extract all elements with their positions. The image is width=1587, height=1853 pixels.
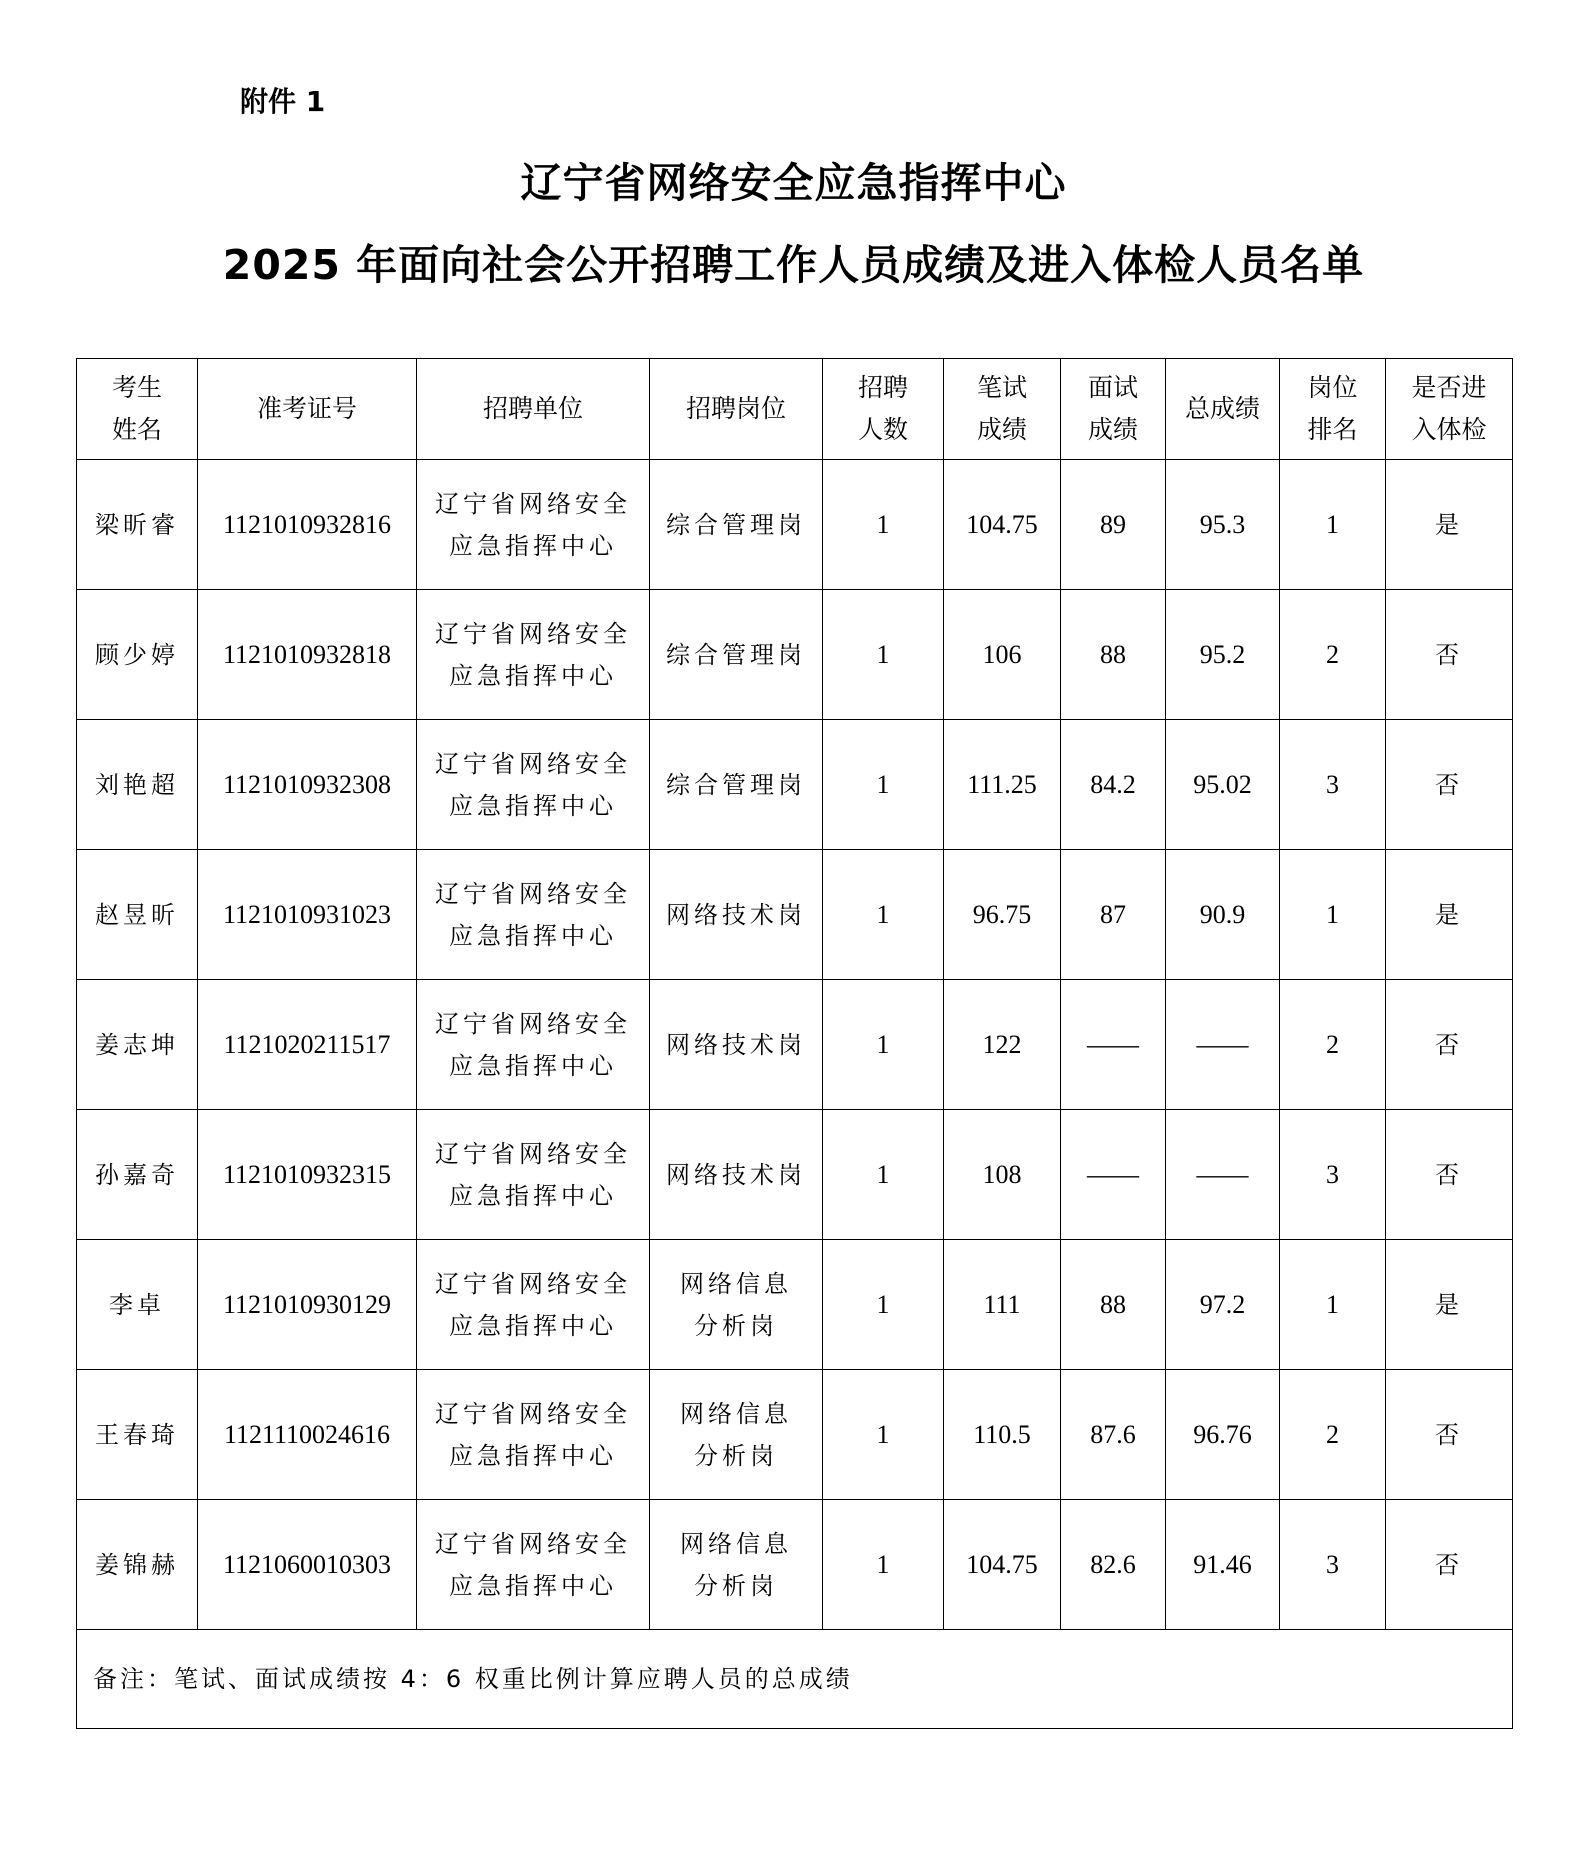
cell-count: 1 — [823, 850, 944, 980]
table-row — [77, 1500, 1513, 1630]
cell-physical: 是 — [1386, 1240, 1513, 1370]
cell-interview: 88 — [1061, 1240, 1166, 1370]
cell-unit: 辽宁省网络安全 应急指挥中心 — [417, 850, 650, 980]
cell-written: 108 — [944, 1110, 1061, 1240]
cell-post: 网络信息 分析岗 — [650, 1370, 823, 1500]
cell-exam-id: 1121010930129 — [198, 1240, 417, 1370]
cell-total: 95.02 — [1166, 720, 1280, 850]
cell-interview: —— — [1061, 1110, 1166, 1240]
document-subtitle: 2025 年面向社会公开招聘工作人员成绩及进入体检人员名单 — [222, 241, 1365, 289]
cell-name: 姜志坤 — [77, 980, 198, 1110]
cell-unit: 辽宁省网络安全 应急指挥中心 — [417, 1110, 650, 1240]
table-row — [77, 1240, 1513, 1370]
results-table — [76, 358, 1513, 1729]
cell-name: 孙嘉奇 — [77, 1110, 198, 1240]
cell-rank: 2 — [1280, 1370, 1386, 1500]
cell-unit: 辽宁省网络安全 应急指挥中心 — [417, 1240, 650, 1370]
cell-interview: —— — [1061, 980, 1166, 1110]
cell-post: 网络技术岗 — [650, 850, 823, 980]
cell-count: 1 — [823, 1500, 944, 1630]
cell-total: 95.2 — [1166, 590, 1280, 720]
cell-physical: 否 — [1386, 980, 1513, 1110]
cell-written: 111 — [944, 1240, 1061, 1370]
table-row — [77, 590, 1513, 720]
note-row — [77, 1630, 1513, 1729]
cell-exam-id: 1121110024616 — [198, 1370, 417, 1500]
header-written: 笔试 成绩 — [944, 359, 1061, 460]
cell-rank: 1 — [1280, 460, 1386, 590]
cell-interview: 87 — [1061, 850, 1166, 980]
cell-physical: 否 — [1386, 1500, 1513, 1630]
header-count: 招聘 人数 — [823, 359, 944, 460]
cell-exam-id: 1121010931023 — [198, 850, 417, 980]
cell-interview: 84.2 — [1061, 720, 1166, 850]
cell-count: 1 — [823, 1370, 944, 1500]
header-post: 招聘岗位 — [650, 359, 823, 460]
cell-exam-id: 1121010932816 — [198, 460, 417, 590]
cell-post: 网络信息 分析岗 — [650, 1500, 823, 1630]
cell-post: 综合管理岗 — [650, 590, 823, 720]
table-row — [77, 460, 1513, 590]
cell-unit: 辽宁省网络安全 应急指挥中心 — [417, 1500, 650, 1630]
cell-count: 1 — [823, 1240, 944, 1370]
cell-interview: 89 — [1061, 460, 1166, 590]
cell-post: 综合管理岗 — [650, 460, 823, 590]
cell-written: 111.25 — [944, 720, 1061, 850]
cell-post: 网络技术岗 — [650, 980, 823, 1110]
table-row — [77, 1110, 1513, 1240]
cell-interview: 82.6 — [1061, 1500, 1166, 1630]
document-title: 辽宁省网络安全应急指挥中心 — [520, 159, 1067, 207]
cell-name: 姜锦赫 — [77, 1500, 198, 1630]
cell-written: 110.5 — [944, 1370, 1061, 1500]
cell-unit: 辽宁省网络安全 应急指挥中心 — [417, 460, 650, 590]
table-row — [77, 850, 1513, 980]
cell-unit: 辽宁省网络安全 应急指挥中心 — [417, 590, 650, 720]
cell-exam-id: 1121010932308 — [198, 720, 417, 850]
cell-rank: 3 — [1280, 720, 1386, 850]
header-interview: 面试 成绩 — [1061, 359, 1166, 460]
cell-unit: 辽宁省网络安全 应急指挥中心 — [417, 1370, 650, 1500]
cell-total: 97.2 — [1166, 1240, 1280, 1370]
cell-total: 90.9 — [1166, 850, 1280, 980]
cell-total: —— — [1166, 980, 1280, 1110]
cell-written: 104.75 — [944, 460, 1061, 590]
cell-rank: 3 — [1280, 1500, 1386, 1630]
cell-unit: 辽宁省网络安全 应急指挥中心 — [417, 720, 650, 850]
header-total: 总成绩 — [1166, 359, 1280, 460]
cell-written: 96.75 — [944, 850, 1061, 980]
cell-exam-id: 1121060010303 — [198, 1500, 417, 1630]
cell-name: 赵昱昕 — [77, 850, 198, 980]
cell-physical: 否 — [1386, 1370, 1513, 1500]
header-rank: 岗位 排名 — [1280, 359, 1386, 460]
cell-physical: 否 — [1386, 720, 1513, 850]
cell-count: 1 — [823, 590, 944, 720]
cell-total: 96.76 — [1166, 1370, 1280, 1500]
cell-name: 王春琦 — [77, 1370, 198, 1500]
cell-rank: 2 — [1280, 980, 1386, 1110]
header-exam-id: 准考证号 — [198, 359, 417, 460]
cell-post: 网络技术岗 — [650, 1110, 823, 1240]
cell-exam-id: 1121010932315 — [198, 1110, 417, 1240]
cell-total: —— — [1166, 1110, 1280, 1240]
cell-rank: 1 — [1280, 1240, 1386, 1370]
cell-exam-id: 1121010932818 — [198, 590, 417, 720]
note-text: 备注：笔试、面试成绩按 4：6 权重比例计算应聘人员的总成绩 — [77, 1630, 1513, 1729]
header-physical: 是否进 入体检 — [1386, 359, 1513, 460]
cell-physical: 是 — [1386, 460, 1513, 590]
cell-name: 刘艳超 — [77, 720, 198, 850]
cell-unit: 辽宁省网络安全 应急指挥中心 — [417, 980, 650, 1110]
cell-name: 李卓 — [77, 1240, 198, 1370]
cell-physical: 否 — [1386, 1110, 1513, 1240]
cell-name: 梁昕睿 — [77, 460, 198, 590]
cell-post: 综合管理岗 — [650, 720, 823, 850]
cell-interview: 88 — [1061, 590, 1166, 720]
cell-exam-id: 1121020211517 — [198, 980, 417, 1110]
cell-written: 104.75 — [944, 1500, 1061, 1630]
attachment-label: 附件 1 — [240, 85, 326, 118]
cell-rank: 1 — [1280, 850, 1386, 980]
cell-count: 1 — [823, 1110, 944, 1240]
cell-physical: 否 — [1386, 590, 1513, 720]
table-row — [77, 980, 1513, 1110]
cell-physical: 是 — [1386, 850, 1513, 980]
table-row — [77, 720, 1513, 850]
cell-interview: 87.6 — [1061, 1370, 1166, 1500]
table-row — [77, 1370, 1513, 1500]
cell-name: 顾少婷 — [77, 590, 198, 720]
cell-count: 1 — [823, 720, 944, 850]
cell-post: 网络信息 分析岗 — [650, 1240, 823, 1370]
cell-total: 91.46 — [1166, 1500, 1280, 1630]
cell-rank: 2 — [1280, 590, 1386, 720]
cell-total: 95.3 — [1166, 460, 1280, 590]
cell-rank: 3 — [1280, 1110, 1386, 1240]
cell-written: 106 — [944, 590, 1061, 720]
cell-count: 1 — [823, 980, 944, 1110]
header-unit: 招聘单位 — [417, 359, 650, 460]
cell-written: 122 — [944, 980, 1061, 1110]
header-name: 考生 姓名 — [77, 359, 198, 460]
table-header-row — [77, 359, 1513, 460]
cell-count: 1 — [823, 460, 944, 590]
